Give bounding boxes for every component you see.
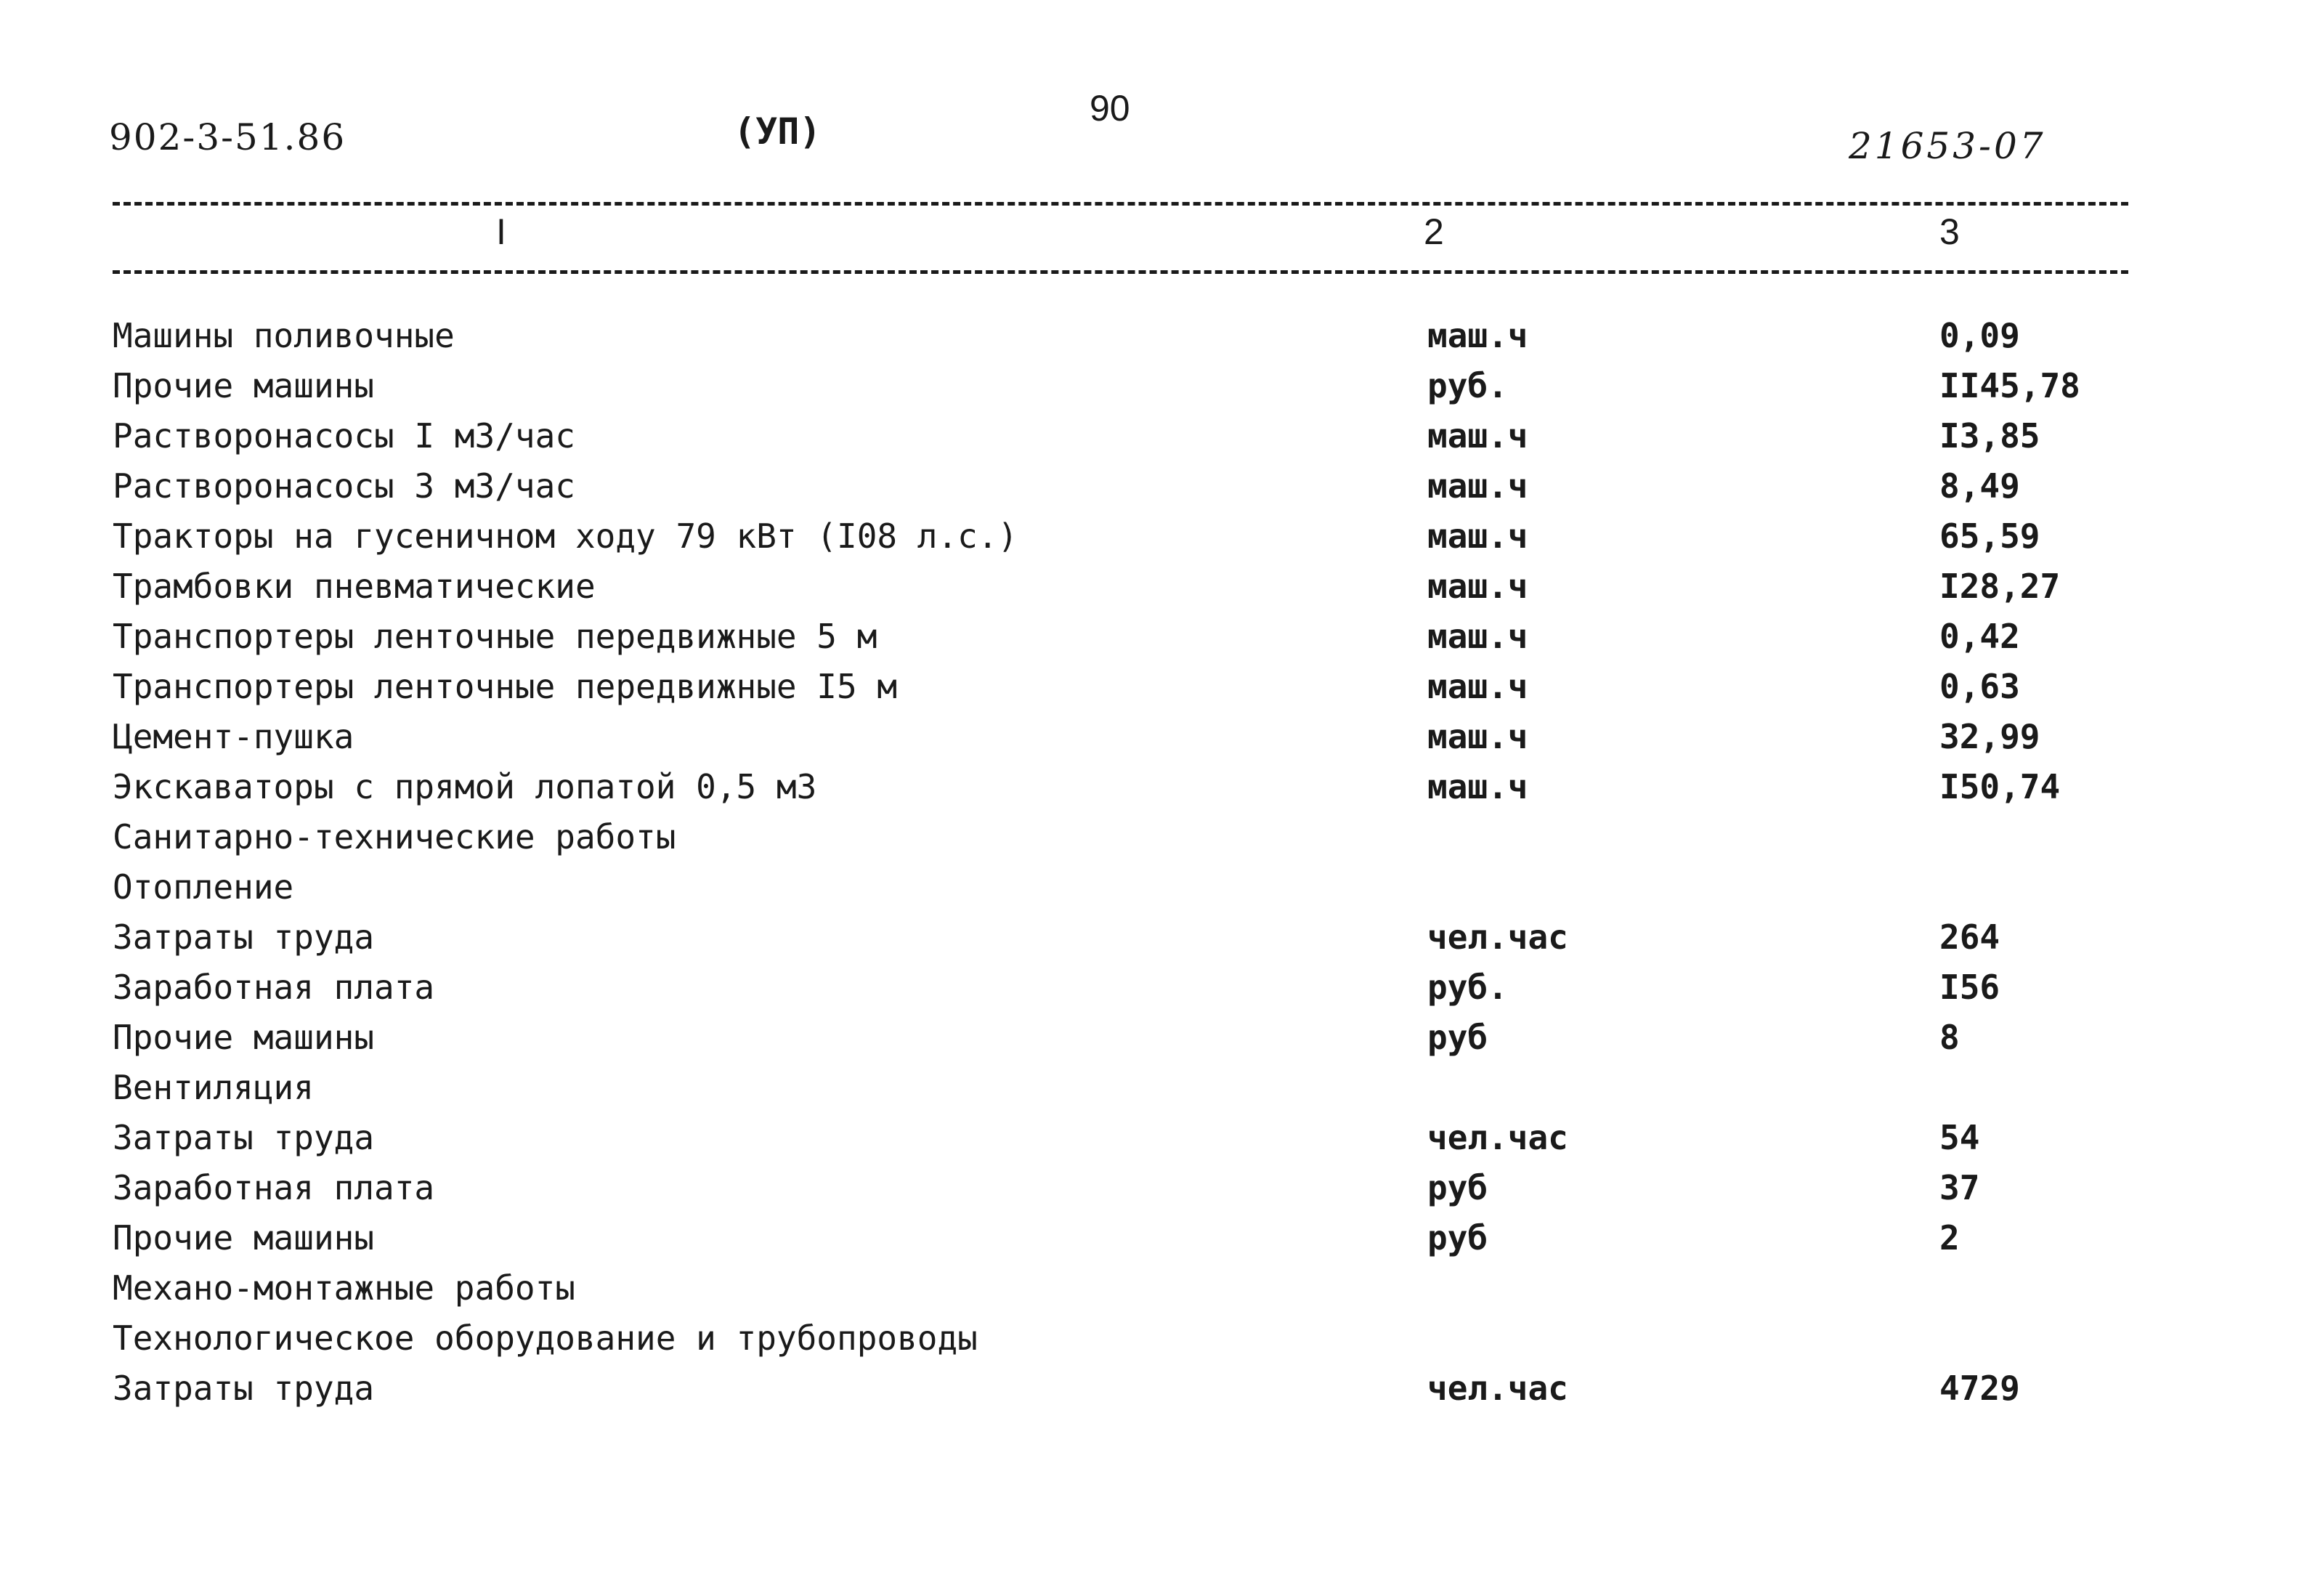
row-name: Трамбовки пневматические (113, 567, 596, 606)
row-unit: руб (1427, 1168, 1488, 1207)
row-unit: маш.ч (1427, 767, 1528, 806)
table-row (0, 912, 2299, 963)
row-unit: маш.ч (1427, 316, 1528, 355)
row-name: Отопление (113, 867, 294, 907)
row-value: 0,63 (1939, 667, 2020, 706)
row-value: 54 (1939, 1118, 1980, 1157)
row-value: 32,99 (1939, 717, 2040, 756)
row-unit: руб (1427, 1218, 1488, 1257)
row-value: II45,78 (1939, 366, 2080, 405)
row-value: 0,09 (1939, 316, 2020, 355)
table-header-rule (113, 270, 2128, 274)
row-name: Прочие машины (113, 1018, 375, 1057)
row-unit: руб. (1427, 366, 1508, 405)
row-name: Машины поливочные (113, 316, 455, 355)
row-name: Цемент-пушка (113, 717, 354, 756)
table-top-rule (113, 202, 2128, 206)
row-unit: маш.ч (1427, 416, 1528, 455)
row-name: Затраты труда (113, 918, 375, 957)
row-name: Растворонасосы 3 м3/час (113, 466, 575, 506)
row-name: Транспортеры ленточные передвижные I5 м (113, 667, 898, 706)
row-value: I56 (1939, 968, 2000, 1007)
column-header-3: 3 (1939, 211, 1960, 252)
table-row (0, 1163, 2299, 1213)
table-row (0, 1313, 2299, 1364)
table-row (0, 311, 2299, 361)
table-row (0, 1013, 2299, 1063)
table-row (0, 1213, 2299, 1263)
table-row (0, 712, 2299, 762)
row-name: Вентиляция (113, 1068, 314, 1107)
table-row (0, 1364, 2299, 1414)
row-value: I50,74 (1939, 767, 2061, 806)
page-number: 90 (1090, 88, 1130, 129)
document-code: 902-3-51.86 (109, 116, 346, 158)
row-unit: чел.час (1427, 1118, 1568, 1157)
table-body (0, 311, 2299, 1414)
row-name: Растворонасосы I м3/час (113, 416, 575, 455)
table-row (0, 411, 2299, 461)
table-row (0, 562, 2299, 612)
row-name: Механо-монтажные работы (113, 1268, 575, 1308)
row-name: Транспортеры ленточные передвижные 5 м (113, 617, 877, 656)
row-value: 264 (1939, 918, 2000, 957)
table-row (0, 862, 2299, 912)
row-unit: маш.ч (1427, 667, 1528, 706)
table-row (0, 812, 2299, 862)
row-unit: чел.час (1427, 918, 1568, 957)
table-row (0, 461, 2299, 511)
column-header-2: 2 (1424, 211, 1444, 252)
row-value: 2 (1939, 1218, 1960, 1257)
document-series: (УП) (734, 110, 822, 153)
row-name: Заработная плата (113, 1168, 435, 1207)
row-value: I28,27 (1939, 567, 2061, 606)
row-unit: маш.ч (1427, 567, 1528, 606)
table-row (0, 762, 2299, 812)
row-name: Технологическое оборудование и трубопроводы (113, 1318, 978, 1358)
table-row (0, 1063, 2299, 1113)
table-row (0, 612, 2299, 662)
row-value: 65,59 (1939, 517, 2040, 556)
row-name: Прочие машины (113, 366, 375, 405)
table-row (0, 1113, 2299, 1163)
row-name: Затраты труда (113, 1369, 375, 1408)
row-name: Экскаваторы с прямой лопатой 0,5 м3 (113, 767, 817, 806)
row-value: 8 (1939, 1018, 1960, 1057)
row-name: Затраты труда (113, 1118, 375, 1157)
row-name: Санитарно-технические работы (113, 817, 676, 856)
row-unit: чел.час (1427, 1369, 1568, 1408)
row-value: 37 (1939, 1168, 1980, 1207)
row-unit: руб (1427, 1018, 1488, 1057)
row-name: Тракторы на гусеничном ходу 79 кВт (I08 л.с.) (113, 517, 1018, 556)
table-row (0, 1263, 2299, 1313)
inventory-number: 21653-07 (1849, 125, 2046, 167)
table-row (0, 511, 2299, 562)
row-name: Прочие машины (113, 1218, 375, 1257)
row-unit: маш.ч (1427, 617, 1528, 656)
table-row (0, 361, 2299, 411)
row-value: 0,42 (1939, 617, 2020, 656)
table-row (0, 662, 2299, 712)
row-value: 8,49 (1939, 466, 2020, 506)
row-value: I3,85 (1939, 416, 2040, 455)
row-value: 4729 (1939, 1369, 2020, 1408)
row-unit: маш.ч (1427, 466, 1528, 506)
table-row (0, 963, 2299, 1013)
row-name: Заработная плата (113, 968, 435, 1007)
column-header-1: I (496, 211, 506, 252)
row-unit: маш.ч (1427, 517, 1528, 556)
row-unit: руб. (1427, 968, 1508, 1007)
row-unit: маш.ч (1427, 717, 1528, 756)
